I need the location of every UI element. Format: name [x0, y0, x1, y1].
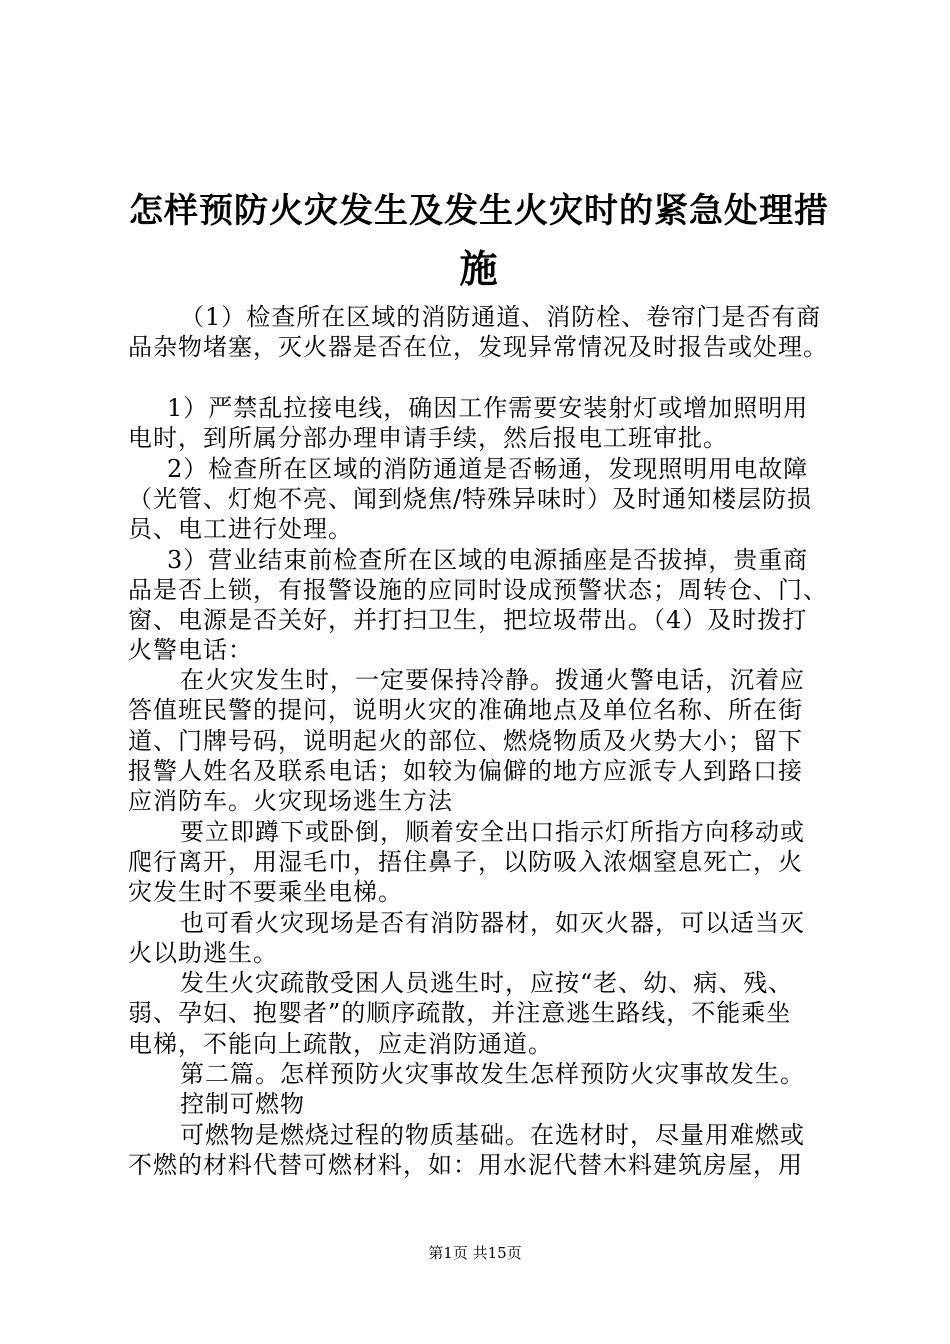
- body-line: 电时，到所属分部办理申请手续，然后报电工班审批。: [128, 424, 728, 452]
- body-line: 火以助逃生。: [128, 939, 278, 967]
- body-line: 第二篇。怎样预防火灾事故发生怎样预防火灾事故发生。: [180, 1060, 805, 1088]
- body-line: 发生火灾疏散受困人员逃生时，应按“老、幼、病、残、: [180, 969, 794, 997]
- body-line: 在火灾发生时，一定要保持冷静。拨通火警电话，沉着应: [180, 666, 805, 694]
- body-line: 应消防车。火灾现场逃生方法: [128, 787, 453, 815]
- body-line: 1）严禁乱拉接电线，确因工作需要安装射灯或增加照明用: [167, 394, 809, 422]
- body-line: 也可看火灾现场是否有消防器材，如灭火器，可以适当灭: [180, 909, 805, 937]
- body-line: 灾发生时不要乘坐电梯。: [128, 878, 403, 906]
- body-line: 道、门牌号码，说明起火的部位、燃烧物质及火势大小；留下: [128, 727, 803, 755]
- body-line: （光管、灯炮不亮、闻到烧焦/特殊异味时）及时通知楼层防损: [128, 485, 813, 513]
- body-line: 2）检查所在区域的消防通道是否畅通，发现照明用电故障: [167, 455, 809, 483]
- page-footer: 第1页 共15页: [428, 1244, 522, 1262]
- body-line: 员、电工进行处理。: [128, 515, 353, 543]
- body-line: 3）营业结束前检查所在区域的电源插座是否拔掉，贵重商: [167, 546, 809, 574]
- body-line: 控制可燃物: [180, 1090, 305, 1118]
- body-line: 答值班民警的提问，说明火灾的准确地点及单位名称、所在街: [128, 696, 803, 724]
- body-line: 电梯，不能向上疏散，应走消防通道。: [128, 1030, 553, 1058]
- body-line: 品是否上锁，有报警设施的应同时设成预警状态；周转仓、门、: [128, 576, 828, 604]
- body-line: 报警人姓名及联系电话；如较为偏僻的地方应派专人到路口接: [128, 757, 803, 785]
- body-line: 品杂物堵塞，灭火器是否在位，发现异常情况及时报告或处理。: [128, 333, 828, 361]
- body-line: 弱、孕妇、抱婴者”的顺序疏散，并注意逃生路线，不能乘坐: [128, 999, 792, 1027]
- body-line: 不燃的材料代替可燃材料，如：用水泥代替木料建筑房屋，用: [128, 1151, 803, 1179]
- document-title-line2: 施: [459, 247, 499, 291]
- body-line: 爬行离开，用湿毛巾，捂住鼻子，以防吸入浓烟窒息死亡，火: [128, 848, 803, 876]
- body-line: 窗、电源是否关好，并打扫卫生，把垃圾带出。（4）及时拨打: [128, 606, 808, 634]
- body-line: 火警电话：: [128, 636, 253, 664]
- body-line: 可燃物是燃烧过程的物质基础。在选材时，尽量用难燃或: [180, 1121, 805, 1149]
- body-line: （1）检查所在区域的消防通道、消防栓、卷帘门是否有商: [180, 303, 822, 331]
- body-line: 要立即蹲下或卧倒，顺着安全出口指示灯所指方向移动或: [180, 818, 805, 846]
- document-title-line1: 怎样预防火灾发生及发生火灾时的紧急处理措: [129, 191, 829, 231]
